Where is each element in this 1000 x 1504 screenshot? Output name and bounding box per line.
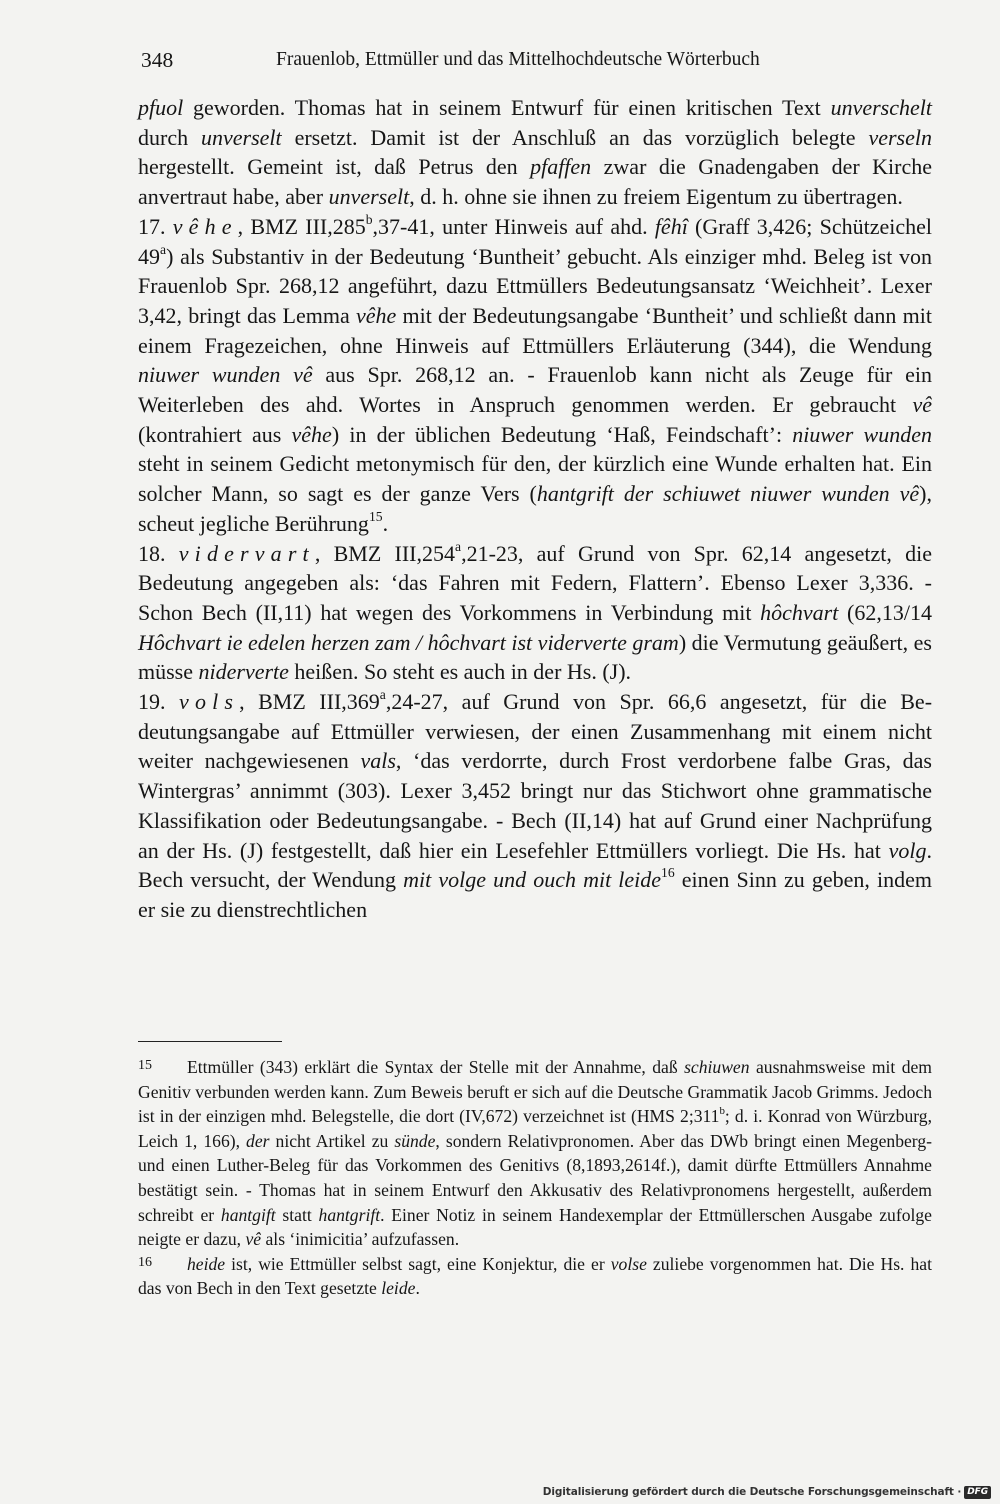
entry-lemma: vêhe [172,213,238,239]
entry-17-vehe: 17. vêhe, BMZ III,285$^b$,37-41, unter Hinweis auf ahd. fêhî (Graff 3,426; Schützeichel 49$^a$) als Substantiv in der Bedeutung ‘Buntheit’ gebucht. Als einziger mhd. Beleg ist von Frauenlob Spr. 268,12 angeführt, dazu Ettmüllers Bedeutungsansatz ‘Weichheit’. Lexer 3,42, bringt das Lemma vêhe mit der Bedeutungsangabe ‘Buntheit’ und schließt dann mit einem Fragezeichen, ohne Hinweis auf Ettmüllers Erläuterung (344), die Wendung niuwer wunden vê aus Spr. 268,12 an. - Frauenlob kann nicht als Zeuge für ein Weiterleben des ahd. Wortes in Anspruch genommen werden. Er gebraucht vê (kontrahiert aus vêhe) in der üblichen Bedeutung ‘Haß, Feindschaft’: niuwer wunden steht in seinem Gedicht metonymisch für den, der kürzlich eine Wunde erhalten hat. Ein solcher Mann, so sagt es der ganze Vers (hantgrift der schiuwet niuwer wunden vê), scheut jegliche Berührung$^{15}$. [138,211,933,536]
main-text [138,93,932,925]
footnote-divider [138,1041,282,1042]
paragraph-continuation: pfuol geworden. Thomas hat in seinem Entwurf für einen kritischen Text unverschelt durch unverselt ersetzt. Damit ist der Anschluß an das vorzüglich belegte verseln hergestellt. Gemeint ist, daß Petrus den pfaffen zwar die Gnadengaben der Kirche anvertraut habe, aber unverselt, d. h. ohne sie ihnen zu freiem Eigentum zu übertragen. [138,95,933,210]
footnote-ref-16: 16 [661,865,675,881]
entry-lemma: vols [179,689,240,715]
footnotes [138,1055,932,1301]
entry-18-vidervart: 18. vidervart, BMZ III,254$^a$,21-23, auf Grund von Spr. 62,14 angesetzt, die Bedeutung angegeben als: ‘das Fahren mit Federn, Flattern’. Ebenso Lexer 3,336. - Schon Bech (II,11) hat wegen des Vorkommens in Verbindung mit hôchvart (62,13/14 Hôchvart ie edelen herzen zam / hôchvart ist viderverte gram) die Vermutung geäußert, es müsse niderverte heißen. So steht es auch in der Hs. (J). [138,538,933,685]
entry-19-vols: 19. vols, BMZ III,369$^a$,24-27, auf Grund von Spr. 66,6 angesetzt, für die Bedeutungsangabe auf Ettmüller verwiesen, der einen Zusammenhang mit einem nicht weiter nachgewiesenen vals, ‘das verdorrte, durch Frost verdorbene falbe Gras, das Wintergras’ annimmt (303). Lexer 3,452 bringt nur das Stichwort ohne grammatische Klassifikation oder Bedeutungsangabe. - Bech (II,14) hat auf Grund einer Nachprüfung an der Hs. (J) festgestellt, daß hier ein Lesefehler Ettmüllers vorliegt. Die Hs. hat volg. Bech versucht, der Wendung mit volge und ouch mit leide$^{16}$ einen Sinn zu geben, indem er sie zu dienstrechtlichen [138,687,933,922]
footnote-16: 16 heide ist, wie Ettmüller selbst sagt, eine Konjektur, die er volse zuliebe vorgenommen hat. Die Hs. hat das von Bech in den Text gesetzte leide. [138,1253,932,1299]
dfg-logo-icon: DFG [964,1486,991,1499]
digitization-credit [543,1484,991,1500]
running-title: Frauenlob, Ettmüller und das Mittelhochdeutsche Wörterbuch [276,49,760,70]
credit-text: Digitalisierung gefördert durch die Deutsche Forschungsgemeinschaft · [542,1486,962,1498]
page-header [137,48,936,76]
page-number: 348 [141,48,174,72]
footnote-15: 15 Ettmüller (343) erklärt die Syntax der Stelle mit der Annahme, daß schiuwen ausnahmsweise mit dem Genitiv verbunden werden kann. Zum Beweis beruft er sich auf die Deutsche Grammatik Jacob Grimms. Jedoch ist in der einzigen mhd. Belegstelle, die dort (IV,672) verzeichnet ist (HMS 2;311$^b$; d. i. Konrad von Würzburg, Leich 1, 166), der nicht Artikel zu sünde, sondern Relativpronomen. Aber das DWb bringt einen Megenberg- und einen Luther-Beleg für das Vorkommen des Genitivs (8,1893,2614f.), damit dürfte Ettmüllers Annahme bestätigt sein. - Thomas hat in seinem Entwurf den Akkusativ des Relativpronomens hergestellt, außerdem schreibt er hantgift statt hantgrift. Einer Notiz in seinem Handexemplar der Ettmüllerschen Ausgabe zufolge neigte er dazu, vê als ‘inimicitia’ aufzufassen. [138,1057,932,1250]
footnote-ref-15: 15 [368,508,383,524]
entry-lemma: vidervart [178,540,315,566]
